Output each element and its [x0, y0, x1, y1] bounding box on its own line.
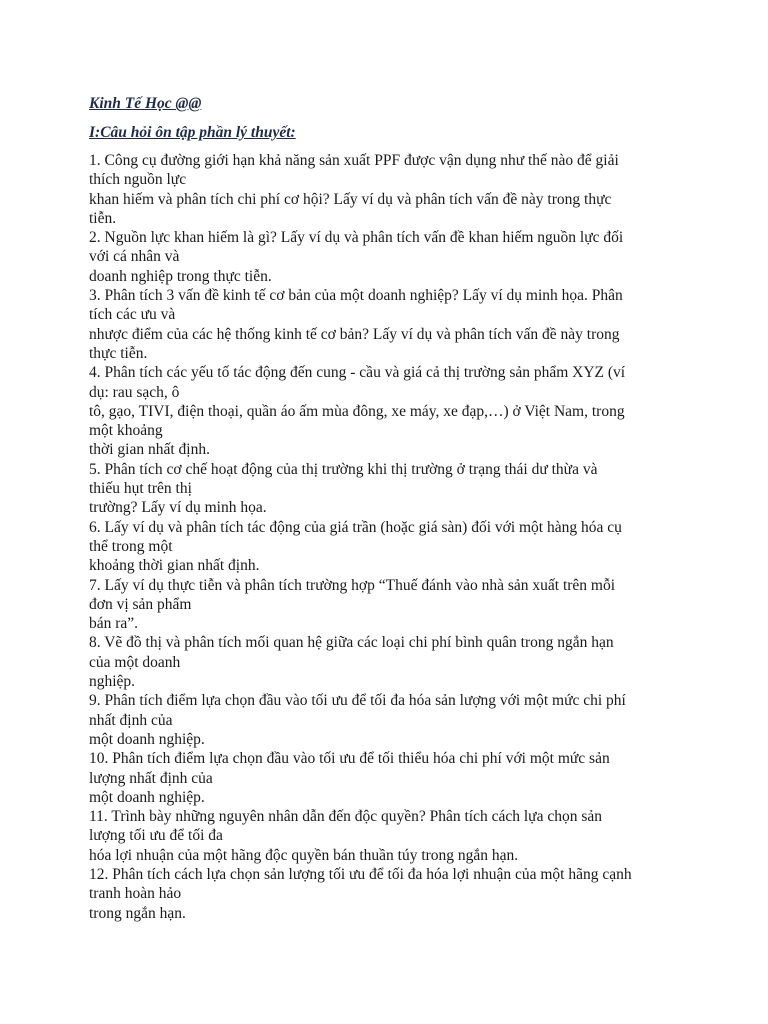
- question-text-line: thích nguồn lực: [89, 171, 187, 189]
- question-list: [89, 151, 689, 923]
- question-text-line: một khoảng: [89, 422, 163, 440]
- question-text-line: 10. Phân tích điểm lựa chọn đầu vào tối ưu để tối thiểu hóa chi phí với một mức sản: [89, 750, 610, 768]
- question-text-line: doanh nghiệp trong thực tiễn.: [89, 267, 272, 285]
- question-text-line: 6. Lấy ví dụ và phân tích tác động của giá trần (hoặc giá sàn) đối với một hàng hóa cụ: [89, 518, 622, 536]
- question-text-line: 12. Phân tích cách lựa chọn sản lượng tối ưu để tối đa hóa lợi nhuận của một hãng cạnh: [89, 865, 632, 883]
- question-text-line: lượng nhất định của: [89, 769, 213, 787]
- question-text-line: tiễn.: [89, 209, 117, 227]
- question-text-line: tô, gạo, TIVI, điện thoại, quần áo ấm mùa đông, xe máy, xe đạp,…) ở Việt Nam, trong: [89, 402, 625, 420]
- question-text-line: trường? Lấy ví dụ minh họa.: [89, 499, 267, 517]
- document-page: [89, 94, 689, 923]
- question-text-line: thực tiễn.: [89, 344, 148, 362]
- question-text-line: thể trong một: [89, 537, 173, 555]
- document-title: Kinh Tế Học @@: [89, 95, 202, 112]
- question-text-line: bán ra”.: [89, 615, 139, 633]
- question-text-line: nhược điểm của các hệ thống kinh tế cơ bản? Lấy ví dụ và phân tích vấn đề này trong: [89, 325, 620, 343]
- question-text-line: thời gian nhất định.: [89, 441, 210, 459]
- question-text-line: 11. Trình bày những nguyên nhân dẫn đến độc quyền? Phân tích cách lựa chọn sản: [89, 808, 602, 826]
- question-text-line: với cá nhân và: [89, 248, 180, 266]
- question-text-line: 3. Phân tích 3 vấn đề kinh tế cơ bản của một doanh nghiệp? Lấy ví dụ minh họa. Phân: [89, 287, 623, 305]
- question-text-line: một doanh nghiệp.: [89, 788, 205, 806]
- question-text-line: khoảng thời gian nhất định.: [89, 557, 260, 575]
- question-text-line: một doanh nghiệp.: [89, 730, 205, 748]
- question-text-line: nghiệp.: [89, 673, 136, 691]
- question-text-line: 4. Phân tích các yếu tố tác động đến cung - cầu và giá cả thị trường sản phẩm XYZ (ví: [89, 364, 626, 382]
- question-text-line: 1. Công cụ đường giới hạn khả năng sản xuất PPF được vận dụng như thế nào để giải: [89, 152, 619, 169]
- question-text-line: 2. Nguồn lực khan hiếm là gì? Lấy ví dụ và phân tích vấn đề khan hiếm nguồn lực đối: [89, 229, 624, 247]
- question-text-line: 8. Vẽ đồ thị và phân tích mối quan hệ giữa các loại chi phí bình quân trong ngắn hạn: [89, 634, 614, 652]
- question-text-line: hóa lợi nhuận của một hãng độc quyền bán thuần túy trong ngắn hạn.: [89, 846, 519, 864]
- question-text-line: của một doanh: [89, 653, 181, 671]
- question-text-line: tích các ưu và: [89, 306, 176, 324]
- question-text-line: đơn vị sản phẩm: [89, 595, 192, 613]
- question-text-line: khan hiếm và phân tích chi phí cơ hội? Lấy ví dụ và phân tích vấn đề này trong thực: [89, 190, 612, 208]
- question-text-line: nhất định của: [89, 711, 173, 729]
- question-text-line: dụ: rau sạch, ô: [89, 383, 180, 401]
- question-text-line: lượng tối ưu để tối đa: [89, 827, 223, 845]
- question-text-line: trong ngắn hạn.: [89, 904, 186, 922]
- question-text-line: 7. Lấy ví dụ thực tiễn và phân tích trường hợp “Thuế đánh vào nhà sản xuất trên mỗi: [89, 576, 616, 594]
- question-text-line: 9. Phân tích điểm lựa chọn đầu vào tối ưu để tối đa hóa sản lượng với một mức chi phí: [89, 692, 626, 710]
- question-text-line: tranh hoàn hảo: [89, 885, 182, 903]
- question-text-line: 5. Phân tích cơ chế hoạt động của thị trường khi thị trường ở trạng thái dư thừa và: [89, 460, 598, 478]
- question-text-line: thiếu hụt trên thị: [89, 480, 192, 498]
- section-heading: I:Câu hỏi ôn tập phần lý thuyết:: [89, 124, 296, 141]
